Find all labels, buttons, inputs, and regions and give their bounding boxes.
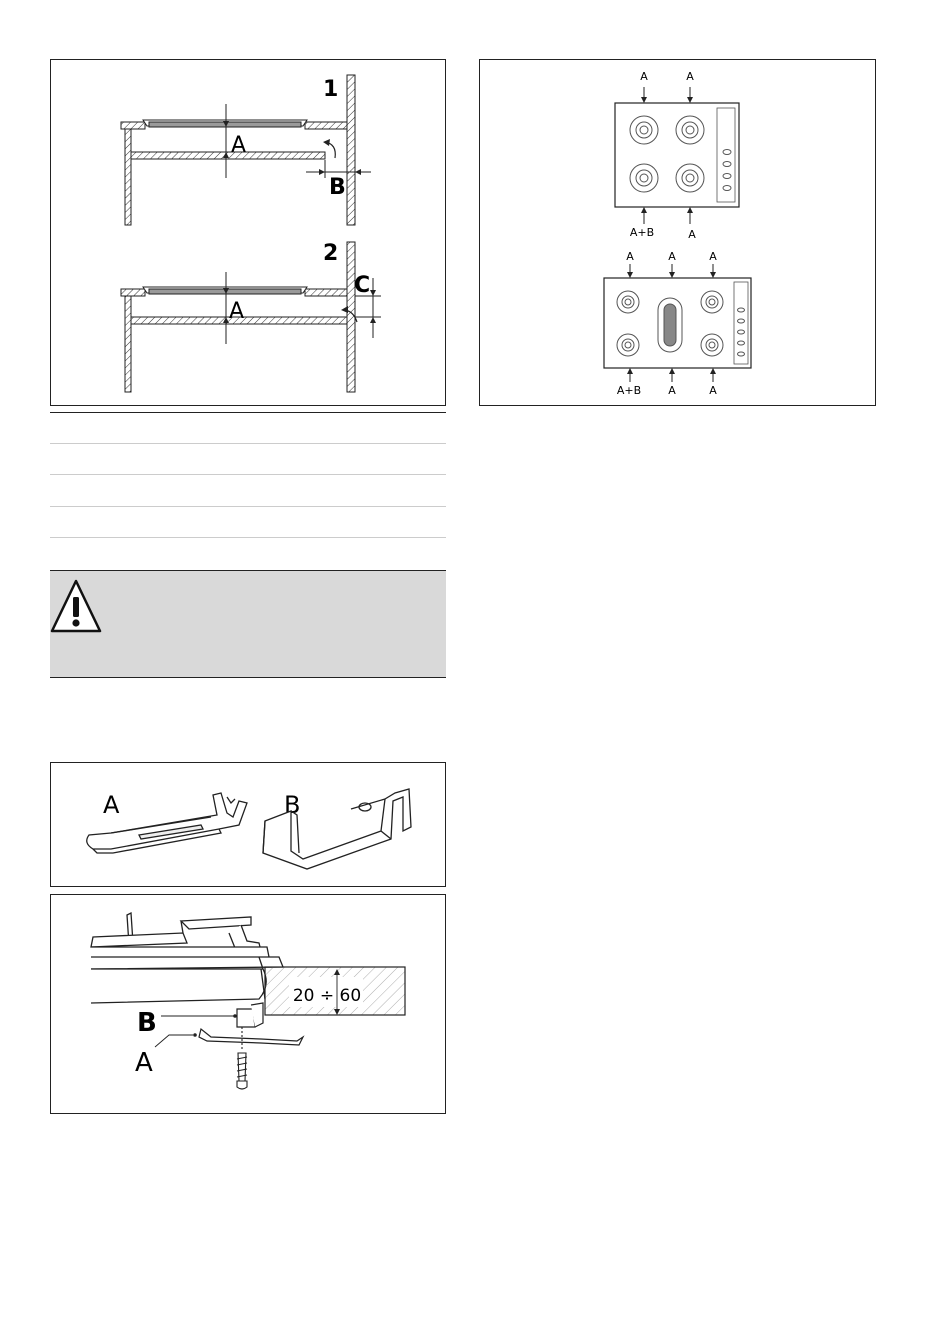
screw-icon bbox=[237, 1027, 247, 1089]
table-rule bbox=[50, 443, 446, 444]
dimension-b: B bbox=[329, 175, 346, 200]
position-label: A bbox=[640, 70, 648, 83]
table-rule bbox=[50, 506, 446, 507]
mounting-diagram bbox=[50, 894, 446, 1114]
bracket-parts-diagram bbox=[50, 762, 446, 887]
position-label: A bbox=[688, 228, 696, 241]
table-rule bbox=[50, 412, 446, 413]
position-label: A+B bbox=[616, 384, 642, 397]
position-label: A bbox=[668, 384, 676, 397]
clip-a-part bbox=[199, 1029, 303, 1045]
bracket-position-drawing bbox=[480, 60, 877, 407]
warning-box bbox=[50, 570, 446, 678]
position-label: A bbox=[709, 384, 717, 397]
hob-cross-section bbox=[91, 913, 283, 1003]
mounting-drawing bbox=[51, 895, 447, 1115]
part-b-label: B bbox=[284, 791, 301, 819]
position-label: A bbox=[686, 70, 694, 83]
table-rule bbox=[50, 537, 446, 538]
step-2-label: 2 bbox=[323, 241, 339, 266]
label-b: B bbox=[137, 1008, 157, 1038]
bracket-position-diagram bbox=[479, 59, 876, 406]
thickness-label: 20 ÷ 60 bbox=[292, 986, 362, 1006]
step-1-label: 1 bbox=[323, 77, 339, 102]
installation-diagram-drawing bbox=[51, 60, 447, 407]
installation-diagram bbox=[50, 59, 446, 406]
dimension-c: C bbox=[354, 273, 371, 298]
position-label: A bbox=[626, 250, 634, 263]
label-a: A bbox=[135, 1048, 153, 1078]
position-label: A bbox=[668, 250, 676, 263]
hob-4-burner bbox=[615, 70, 739, 241]
wall-2 bbox=[347, 242, 355, 392]
warning-triangle-icon bbox=[50, 577, 110, 641]
dimension-a-1: A bbox=[231, 133, 247, 158]
position-label: A bbox=[709, 250, 717, 263]
dimension-a-2: A bbox=[229, 299, 245, 324]
wall-1 bbox=[347, 75, 355, 225]
bracket-b-part bbox=[237, 1003, 263, 1027]
hob-5-burner bbox=[604, 250, 751, 397]
table-rule bbox=[50, 474, 446, 475]
bracket-parts-drawing bbox=[51, 763, 447, 888]
position-label: A+B bbox=[629, 226, 655, 239]
part-a-label: A bbox=[103, 791, 120, 819]
